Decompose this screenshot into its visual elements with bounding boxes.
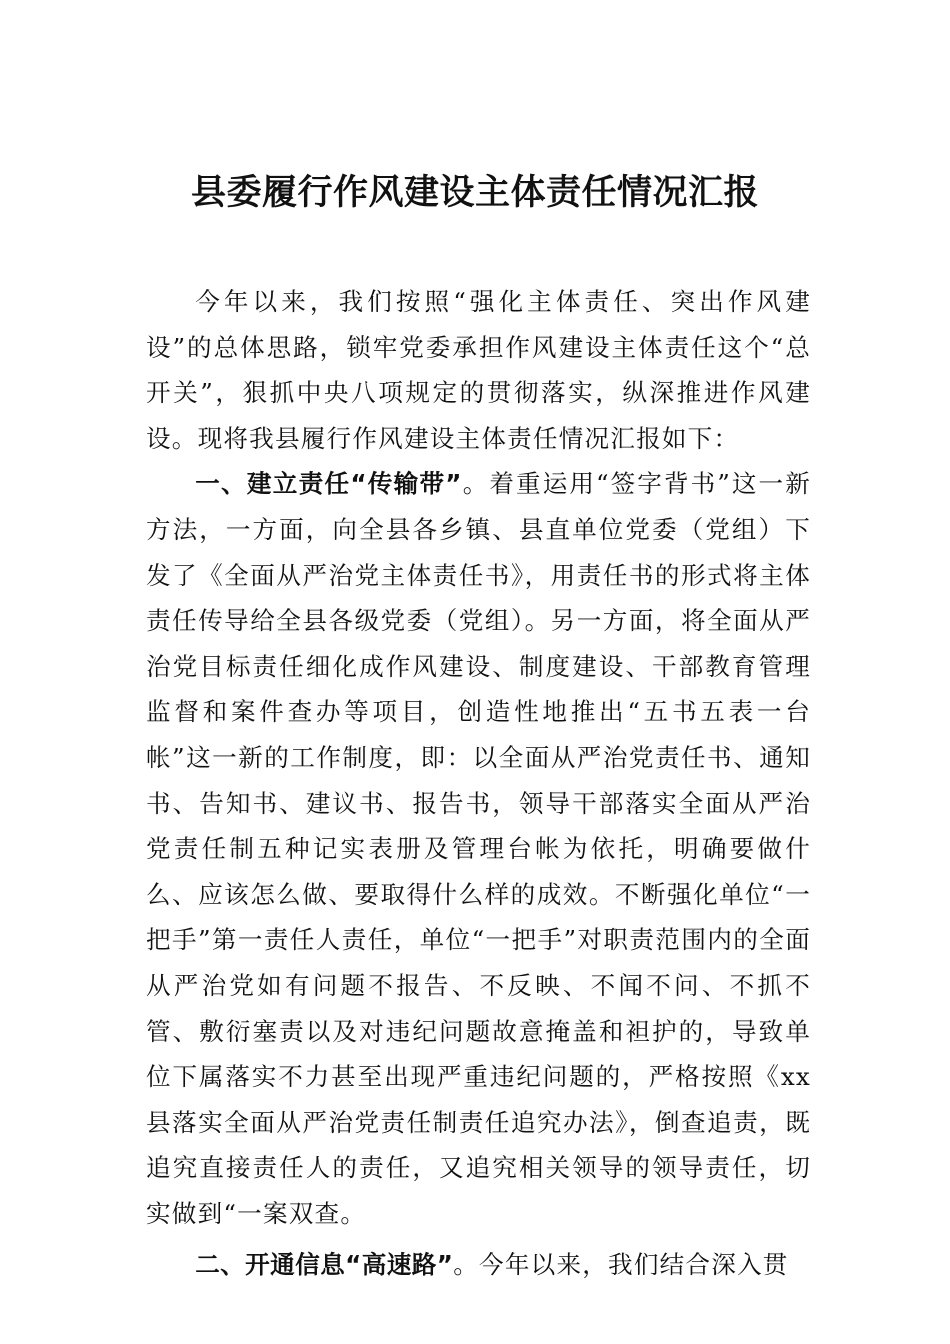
section-2-heading: 二、开通信息“高速路” (195, 1250, 454, 1280)
section-1-paragraph (146, 461, 811, 1236)
section-1-heading: 一、建立责任“传输带” (195, 469, 462, 499)
intro-paragraph: 今年以来，我们按照“强化主体责任、突出作风建设”的总体思路，锁牢党委承担作风建设主体责任这个“总开关”，狠抓中央八项规定的贯彻落实，纵深推进作风建设。现将我县履行作风建设主体责任情况汇报如下： (146, 287, 811, 453)
document-title: 县委履行作风建设主体责任情况汇报 (190, 172, 759, 213)
section-2-body: 。今年以来，我们结合深入贯 (453, 1250, 789, 1280)
document-body (146, 279, 811, 1288)
section-1-body: 。着重运用“签字背书”这一新方法，一方面，向全县各乡镇、县直单位党委（党组）下发了《全面从严治党主体责任书》，用责任书的形式将主体责任传导给全县各级党委（党组）。另一方面，将全面从严治党目标责任细化成作风建设、制度建设、干部教育管理监督和案件查办等项目，创造性地推出“五书五表一台帐”这一新的工作制度，即：以全面从严治党责任书、通知书、告知书、建议书、报告书，领导干部落实全面从严治党责任制五种记实表册及管理台帐为依托，明确要做什么、应该怎么做、要取得什么样的成效。不断强化单位“一把手”第一责任人责任，单位“一把手”对职责范围内的全面从严治党如有问题不报告、不反映、不闻不问、不抓不管、敷衍塞责以及对违纪问题故意掩盖和袒护的，导致单位下属落实不力甚至出现严重违纪问题的，严格按照《xx县落实全面从严治党责任制责任追究办法》，倒查追责，既追究直接责任人的责任，又追究相关领导的领导责任，切实做到“一案双查。 (146, 469, 811, 1228)
section-2-paragraph (146, 1242, 811, 1288)
